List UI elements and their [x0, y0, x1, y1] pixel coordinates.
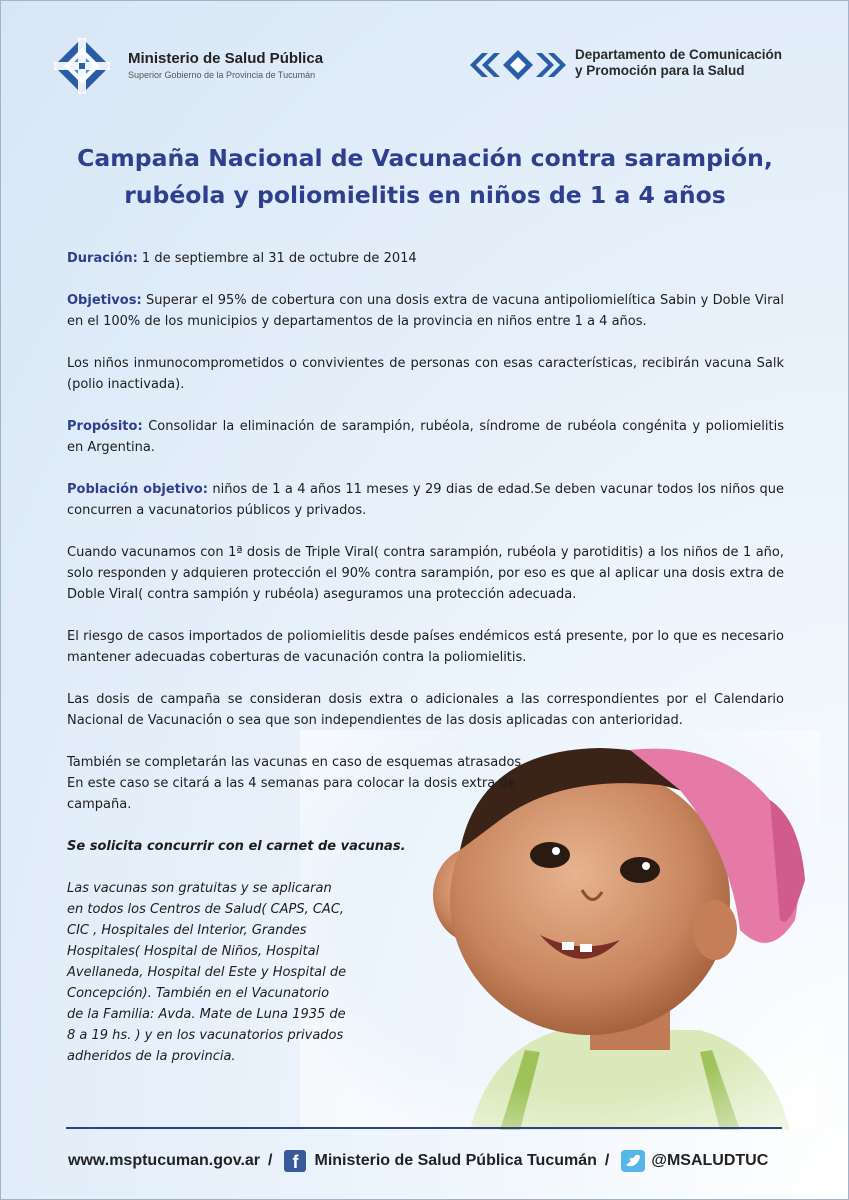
facebook-icon: f: [284, 1150, 306, 1172]
title-line-2: rubéola y poliomielitis en niños de 1 a 4 años: [124, 181, 726, 209]
inmunocomprometidos-paragraph: Los niños inmunocomprometidos o convivientes de personas con esas características, recibirán vacuna Salk (polio inactivada).: [67, 356, 784, 392]
proposito-label: Propósito:: [67, 419, 143, 434]
footer-divider: [66, 1127, 782, 1129]
footer-separator-2: /: [604, 1152, 610, 1169]
objetivos-paragraph: [67, 290, 784, 332]
triple-viral-paragraph: Cuando vacunamos con 1ª dosis de Triple Viral( contra sarampión, rubéola y parotiditis) a los niños de 1 año, solo responden y adquieren protección el 90% contra sarampión, por eso es que al aplicar una dosis extra de Doble Viral( contra sampión y rubéola) aseguramos una protección adecuada.: [67, 545, 784, 602]
twitter-icon: [621, 1150, 645, 1172]
riesgo-paragraph: El riesgo de casos importados de poliomielitis desde países endémicos está presente, por lo que es necesario mantener adecuadas coberturas de vacunación contra la poliomielitis.: [67, 629, 784, 665]
ministry-name: Ministerio de Salud Pública: [128, 50, 324, 67]
poblacion-label: Población objetivo:: [67, 482, 208, 497]
objetivos-text: Superar el 95% de cobertura con una dosis extra de vacuna antipoliomielítica Sabin y Doble Viral en el 100% de los municipios y departamentos de la provincia en niños entre 1 a 4 años.: [67, 293, 784, 329]
esquemas-atrasados-paragraph: [67, 752, 552, 815]
duracion-label: Duración:: [67, 251, 138, 266]
department-line-2: y Promoción para la Salud: [575, 63, 745, 78]
dosis-campana-paragraph: Las dosis de campaña se consideran dosis extra o adicionales a las correspondientes por el Calendario Nacional de Vacunación o sea que son independientes de las dosis aplicadas con anterioridad.: [67, 692, 784, 728]
poblacion-text: niños de 1 a 4 años 11 meses y 29 dias de edad.Se deben vacunar todos los niños que concurren a vacunatorios públicos y privados.: [67, 482, 784, 518]
gratuitas-paragraph: Las vacunas son gratuitas y se aplicaran en todos los Centros de Salud( CAPS, CAC, CIC , Hospitales del Interior, Grandes Hospitales( Hospital de Niños, Hospital Avellaneda, Hospital del Este y Hospital de Concepción). También en el Vacunatorio de la Familia: Avda. Mate de Luna 1935 de 8 a 19 hs. ) y en los vacunatorios privados adheridos de la provincia.: [67, 881, 347, 1064]
footer: [68, 1148, 768, 1174]
duracion-text: 1 de septiembre al 31 de octubre de 2014: [137, 251, 417, 266]
esquemas-line-2: En este caso se citará a las 4 semanas para colocar la dosis extra de campaña.: [67, 776, 516, 812]
main-content: [67, 248, 784, 1088]
department-name: [575, 47, 782, 79]
title-line-1: Campaña Nacional de Vacunación contra sarampión,: [77, 144, 773, 172]
carnet-notice: Se solicita concurrir con el carnet de vacunas.: [67, 839, 406, 854]
facebook-link[interactable]: Ministerio de Salud Pública Tucumán: [314, 1152, 597, 1169]
poblacion-paragraph: [67, 479, 784, 521]
website-link[interactable]: www.msptucuman.gov.ar: [68, 1152, 261, 1169]
duracion-paragraph: [67, 248, 784, 269]
proposito-paragraph: [67, 416, 784, 458]
footer-separator: /: [268, 1152, 273, 1169]
page-title: [40, 140, 810, 214]
twitter-handle[interactable]: @MSALUDTUC: [651, 1152, 769, 1169]
department-logo-icon: [468, 48, 568, 82]
ministry-subtitle: Superior Gobierno de la Provincia de Tucumán: [128, 70, 316, 80]
objetivos-label: Objetivos:: [67, 293, 142, 308]
ministry-logo-icon: [52, 36, 112, 96]
proposito-text: Consolidar la eliminación de sarampión, rubéola, síndrome de rubéola congénita y poliomielitis en Argentina.: [67, 419, 784, 455]
esquemas-line-1: También se completarán las vacunas en caso de esquemas atrasados.: [67, 755, 526, 770]
department-line-1: Departamento de Comunicación: [575, 47, 783, 62]
